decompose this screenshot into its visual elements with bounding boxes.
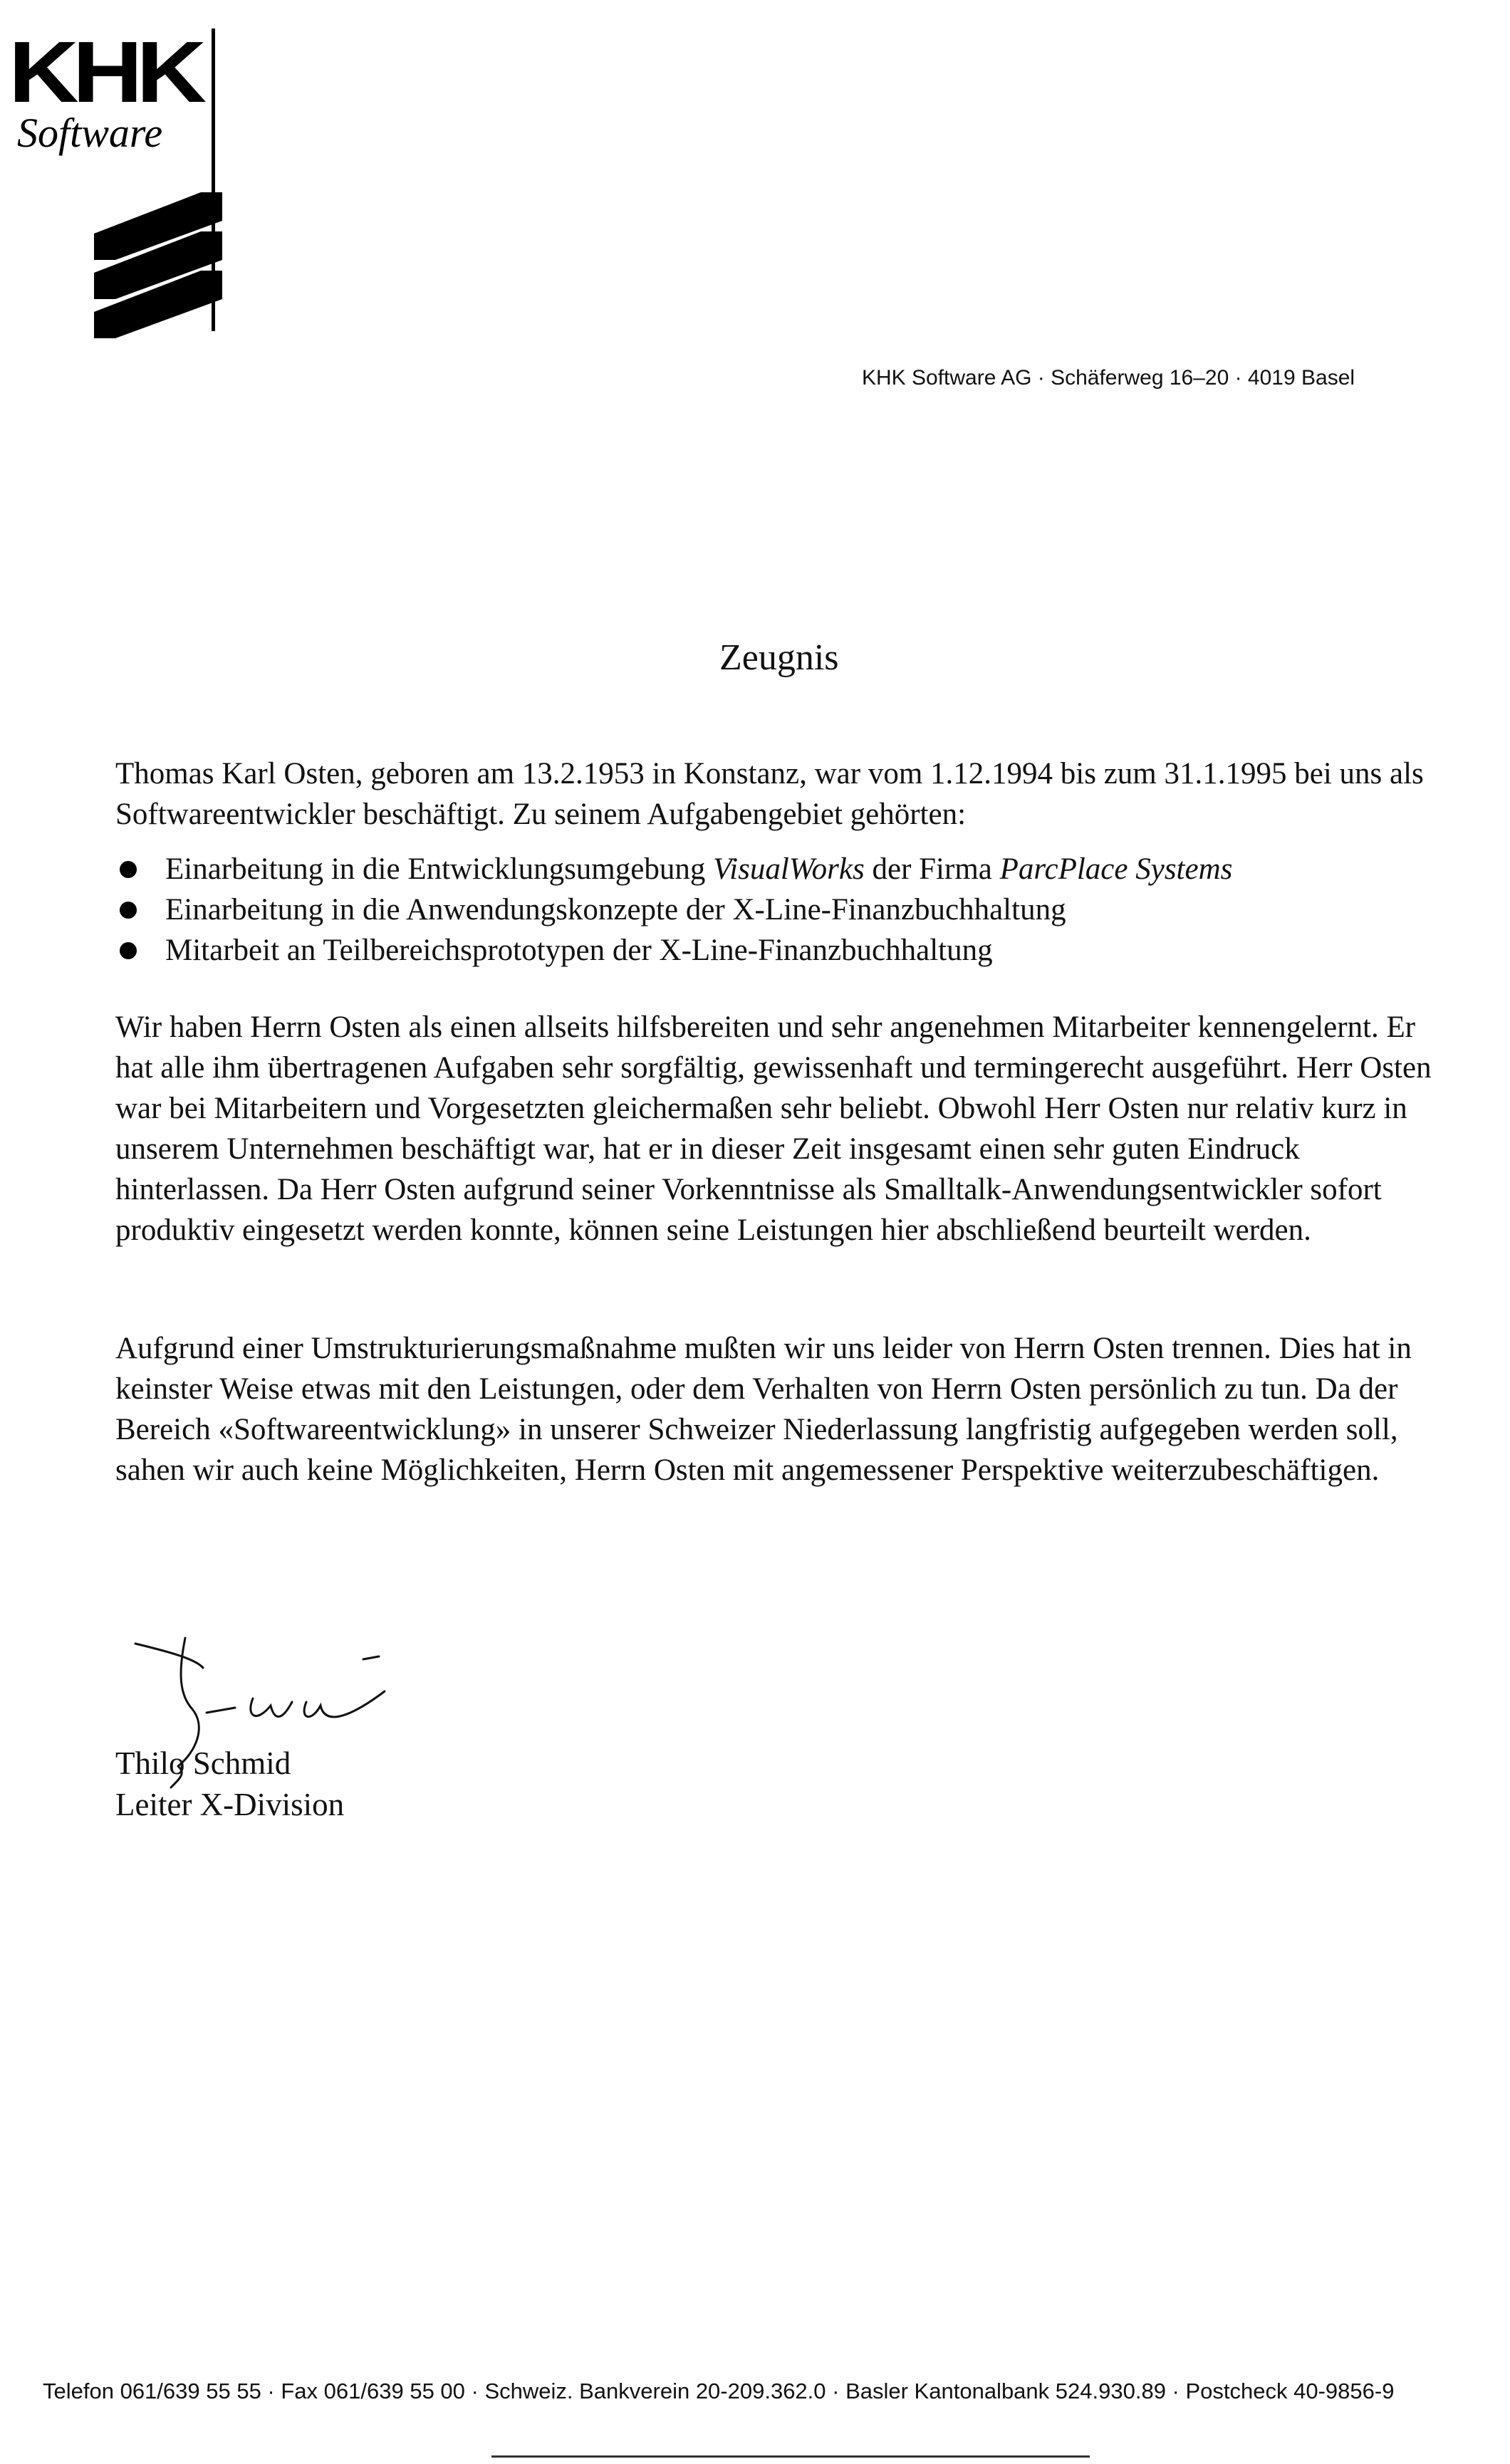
- task-text: VisualWorks: [713, 852, 865, 886]
- logo-stripes-graphic: [94, 192, 222, 342]
- sender-address-line: KHK Software AG · Schäferweg 16–20 · 4019 Basel: [862, 366, 1355, 390]
- document-title: Zeugnis: [719, 637, 839, 678]
- assessment-paragraph: Wir haben Herrn Osten als einen allseits hilfsbereiten und sehr angenehmen Mitarbeiter kennengelernt. Er hat alle ihm übertragenen Aufgaben sehr sorgfältig, gewissenhaft und termingerecht ausgeführt. Herr Osten war bei Mitarbeitern und Vorgesetzten gleichermaßen sehr beliebt. Obwohl Herr Osten nur relativ kurz in unserem Unternehmen beschäftigt war, hat er in dieser Zeit insgesamt einen sehr guten Eindruck hinterlassen. Da Herr Osten aufgrund seiner Vorkenntnisse als Smalltalk-Anwendungsentwickler sofort produktiv eingesetzt werden konnte, können seine Leistungen hier abschließend beurteilt werden.: [115, 1011, 1432, 1247]
- signer-role: Leiter X-Division: [115, 1787, 345, 1822]
- logo-brand: KHK: [9, 24, 201, 120]
- task-text: ParcPlace Systems: [999, 852, 1233, 886]
- task-text: Einarbeitung in die Entwicklungsumgebung: [165, 852, 714, 886]
- logo-tagline: Software: [17, 110, 163, 156]
- task-text: der Firma: [864, 852, 1000, 886]
- footer-contact-line: Telefon 061/639 55 55 · Fax 061/639 55 00 · Schweiz. Bankverein 20-209.362.0 · Basler Kantonalbank 524.930.89 · Postcheck 40-9856-9: [43, 2379, 1395, 2403]
- intro-paragraph: Thomas Karl Osten, geboren am 13.2.1953 in Konstanz, war vom 1.12.1994 bis zum 31.1.1995 bei uns als Softwareentwickler beschäftigt. Zu seinem Aufgabengebiet gehörten:: [115, 757, 1424, 831]
- task-text: Einarbeitung in die Anwendungskonzepte der X-Line-Finanzbuchhaltung: [165, 893, 1066, 926]
- signer-name: Thilo Schmid: [115, 1745, 291, 1781]
- company-logo: [9, 24, 222, 335]
- bullet-icon: [120, 942, 137, 959]
- task-item: [115, 889, 1232, 930]
- task-list: [115, 849, 1232, 971]
- task-text: Mitarbeit an Teilbereichsprototypen der X-Line-Finanzbuchhaltung: [165, 934, 993, 967]
- separation-paragraph: Aufgrund einer Umstrukturierungsmaßnahme mußten wir uns leider von Herrn Osten trennen. Dies hat in keinster Weise etwas mit den Leistungen, oder dem Verhalten von Herrn Osten persönlich zu tun. Da der Bereich «Softwareentwicklung» in unserer Schweizer Niederlassung langfristig aufgegeben werden soll, sahen wir auch keine Möglichkeiten, Herrn Osten mit angemessener Perspektive weiterzubeschäftigen.: [115, 1332, 1412, 1487]
- bullet-icon: [120, 902, 137, 919]
- task-item: [115, 849, 1232, 889]
- footer-rule: [491, 2455, 1090, 2458]
- bullet-icon: [120, 861, 137, 878]
- task-item: [115, 930, 1232, 971]
